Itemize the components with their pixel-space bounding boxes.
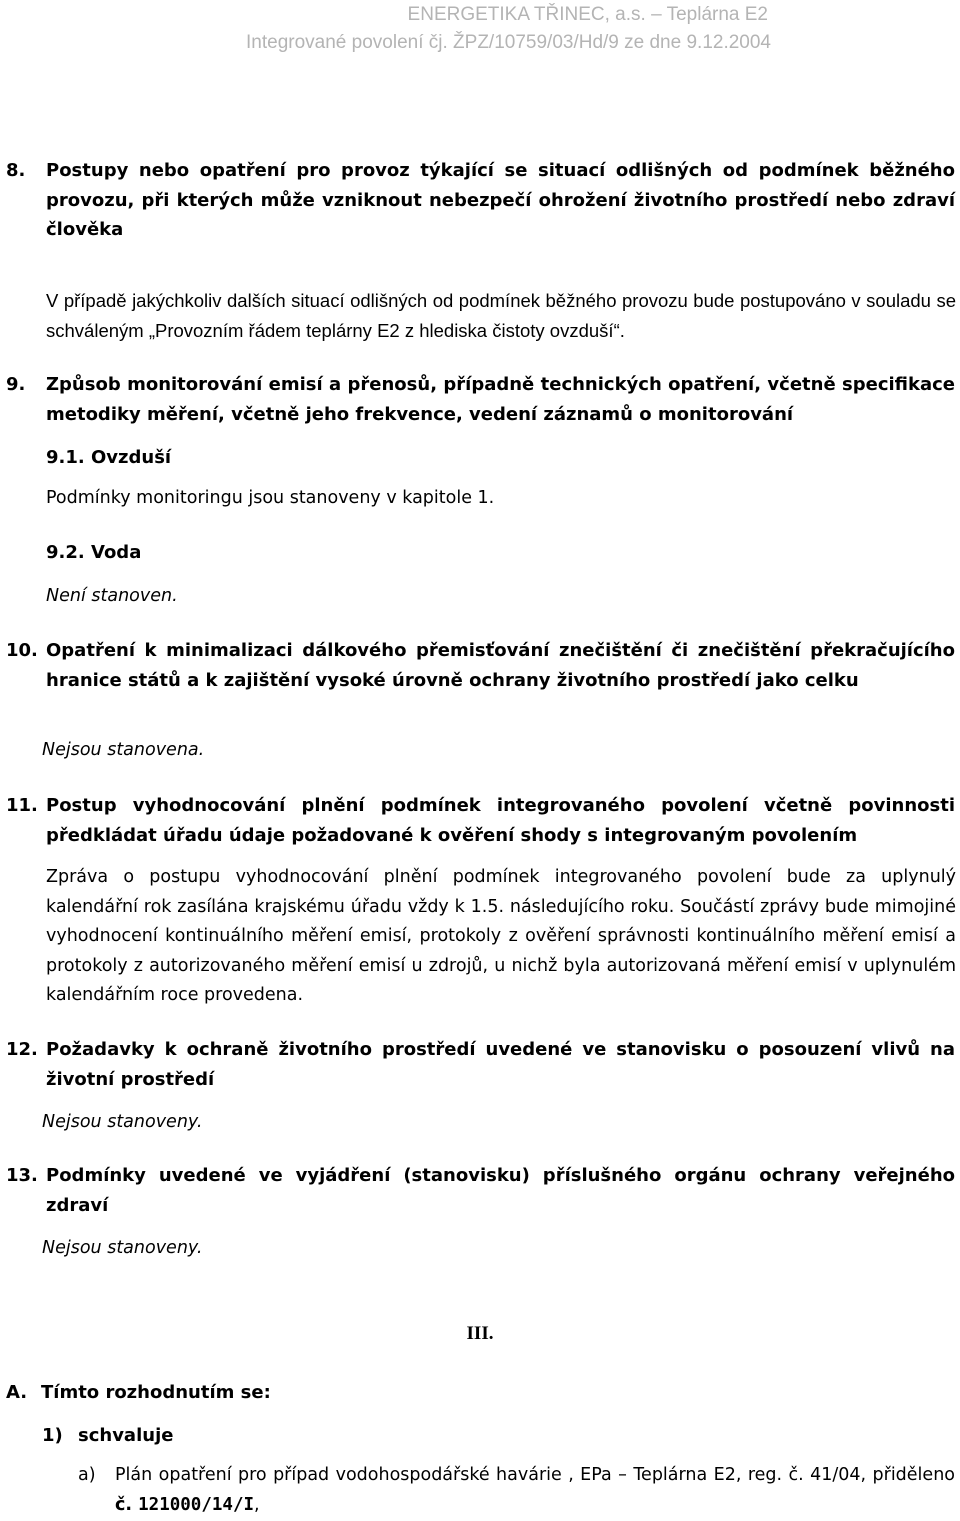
section-13-heading	[0, 1161, 955, 1220]
section-11-title: Postup vyhodnocování plnění podmínek integrovaného povolení včetně povinnosti předkládat úřadu údaje požadované k ověření shody s integrovaným povolením	[46, 795, 955, 846]
section-10-text: Nejsou stanovena.	[42, 740, 205, 760]
section-11-number: 11.	[6, 795, 38, 816]
section-8-text: V případě jakýchkoliv dalších situací odlišných od podmínek běžného provozu bude postupováno v souladu se schváleným „Provozním řádem teplárny E2 z hlediska čistoty ovzduší“.	[46, 290, 956, 341]
section-9-2-text: Není stanoven.	[46, 586, 178, 606]
item-a-code: 121000/14/I	[138, 1494, 255, 1515]
item-a-text: Plán opatření pro případ vodohospodářské havárie , EPa – Teplárna E2, reg. č. 41/04, přiděleno	[115, 1465, 955, 1485]
section-12-heading	[0, 1035, 955, 1094]
item-a-paragraph	[115, 1461, 955, 1520]
section-13-number: 13.	[6, 1165, 38, 1186]
section-9-heading	[0, 370, 955, 429]
item-1-title: schvaluje	[78, 1425, 174, 1446]
item-a-label: a)	[78, 1465, 96, 1485]
part-3-a-title: Tímto rozhodnutím se:	[41, 1382, 271, 1403]
item-a-code-prefix: č.	[115, 1494, 139, 1515]
part-3-title: III.	[466, 1323, 494, 1344]
item-1-number: 1)	[42, 1425, 63, 1446]
section-10-title: Opatření k minimalizaci dálkového přemisťování znečištění či znečištění překračujícího hranice států a k zajištění vysoké úrovně ochrany životního prostředí jako celku	[46, 640, 955, 691]
section-9-2-title: 9.2. Voda	[46, 542, 142, 563]
section-10-heading	[0, 636, 955, 695]
section-9-1-title: 9.1. Ovzduší	[46, 447, 172, 468]
section-10-number: 10.	[6, 640, 38, 661]
section-12-title: Požadavky k ochraně životního prostředí uvedené ve stanovisku o posouzení vlivů na životní prostředí	[46, 1039, 955, 1090]
header-line-1: ENERGETIKA TŘINEC, a.s. – Teplárna E2	[407, 4, 768, 25]
item-a-suffix: ,	[254, 1494, 260, 1515]
section-8-heading	[0, 156, 955, 245]
section-8-number: 8.	[6, 160, 26, 181]
section-9-1-text: Podmínky monitoringu jsou stanoveny v kapitole 1.	[46, 488, 495, 508]
section-11-heading	[0, 791, 955, 850]
section-9-number: 9.	[6, 374, 26, 395]
section-12-number: 12.	[6, 1039, 38, 1060]
section-11-text: Zpráva o postupu vyhodnocování plnění podmínek integrovaného povolení bude za uplynulý kalendářní rok zasílána krajskému úřadu vždy k 1.5. následujícího roku. Součástí zprávy bude mimojiné vyhodnocení kontinuálního měření emisí, protokoly z ověření správnosti kontinuálního měření emisí a protokoly z autorizovaného měření emisí u zdrojů, u nichž byla autorizovaná měření emisí v uplynulém kalendářním roce provedena.	[46, 867, 956, 1005]
section-8-title: Postupy nebo opatření pro provoz týkající se situací odlišných od podmínek běžného provozu, při kterých může vzniknout nebezpečí ohrožení životního prostředí nebo zdraví člověka	[46, 160, 955, 240]
part-3-a-number: A.	[6, 1382, 28, 1403]
section-13-title: Podmínky uvedené ve vyjádření (stanovisku) příslušného orgánu ochrany veřejného zdraví	[46, 1165, 955, 1216]
section-12-text: Nejsou stanoveny.	[42, 1112, 203, 1132]
section-9-title: Způsob monitorování emisí a přenosů, případně technických opatření, včetně specifikace metodiky měření, včetně jeho frekvence, vedení záznamů o monitorování	[46, 374, 955, 425]
header-line-2: Integrované povolení čj. ŽPZ/10759/03/Hd/9 ze dne 9.12.2004	[246, 32, 771, 53]
section-13-text: Nejsou stanoveny.	[42, 1238, 203, 1258]
